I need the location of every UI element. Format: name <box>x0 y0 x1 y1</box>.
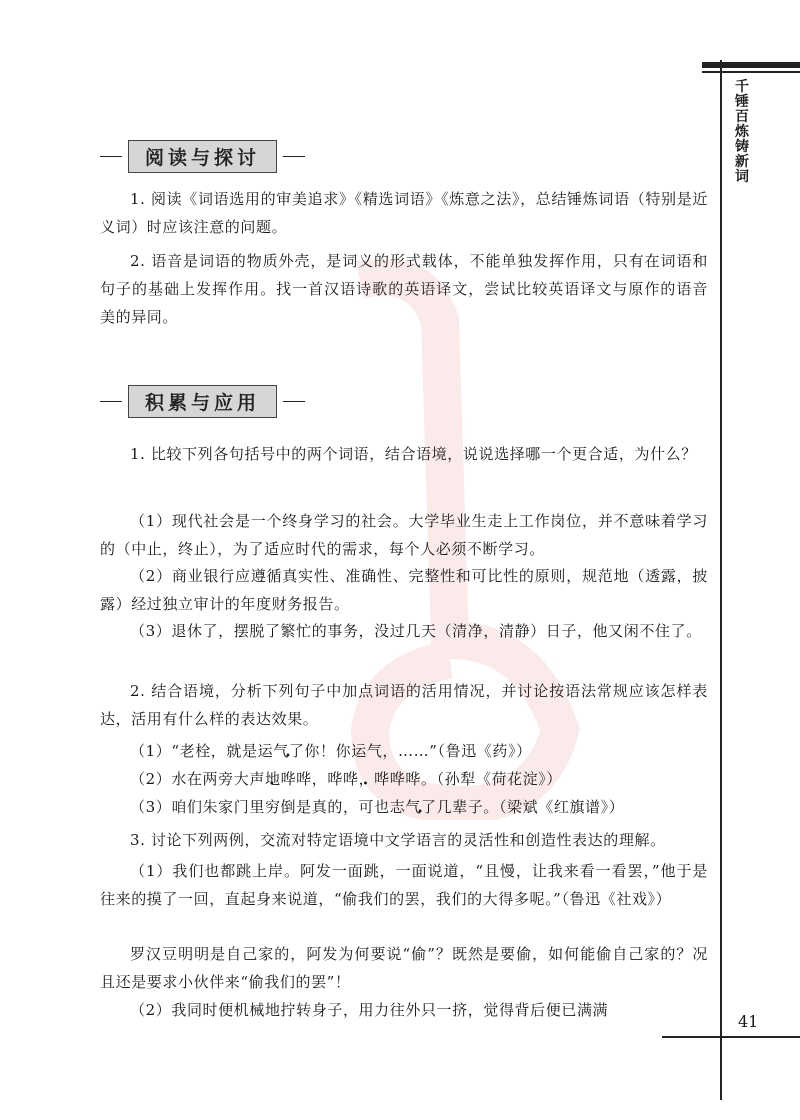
chapter-side-label: 千锤百炼铸新词 <box>735 79 749 185</box>
q1-item-1: （1）现代社会是一个终身学习的社会。大学毕业生走上工作岗位，并不意味着学习的（中止，终止），为了适应时代的需求，每个人必须不断学习。 <box>100 512 708 558</box>
q2-item-2-post: 。（孙犁《荷花淀》） <box>420 770 562 788</box>
q1-item-2: （2）商业银行应遵循真实性、准确性、完整性和可比性的原则，规范地（透露，披露）经过独立审计的年度财务报告。 <box>100 567 708 613</box>
header-dash <box>283 401 305 403</box>
q2-item-3 <box>100 793 708 821</box>
practice-question-2: 2. 结合语境，分析下列句子中加点词语的活用情况，并讨论按语法常规应该怎样表达，活用有什么样的表达效果。 <box>100 682 708 728</box>
practice-question-3: 3. 讨论下列两例，交流对特定语境中文学语言的灵活性和创造性表达的理解。 <box>130 831 666 849</box>
q2-item-1 <box>100 737 708 765</box>
header-tab-rule <box>702 71 800 73</box>
q2-item-3-post: 了几辈子。（梁斌《红旗谱》） <box>420 798 625 816</box>
header-tab-bar <box>702 62 800 68</box>
q3-item-2: （2）我同时便机械地拧转身子，用力往外只一挤，觉得背后便已满满 <box>130 1001 609 1019</box>
q2-item-1-post: 了你！你运气，……”（鲁迅《药》） <box>288 742 532 760</box>
q1-item-3: （3）退休了，摆脱了繁忙的事务，没过几天（清净，清静）日子，他又闲不住了。 <box>130 622 702 640</box>
q3-item-1-note: 罗汉豆明明是自己家的，阿发为何要说“偷”？既然是要偷，如何能偷自己家的？况且还是要求小伙伴来“偷我们的罢”！ <box>100 945 708 991</box>
reading-question-1: 1. 阅读《词语选用的审美追求》《精选词语》《炼意之法》，总结锤炼词语（特别是近义词）时应该注意的问题。 <box>100 190 708 236</box>
page-number: 41 <box>738 1012 759 1031</box>
q2-item-2-pre: （2）水在两旁大 <box>130 770 250 788</box>
header-dash <box>283 156 305 158</box>
side-divider-line <box>720 60 722 1100</box>
dotted-word: 哗哗，哗哗，哗哗哗 • <box>281 770 421 788</box>
practice-question-1: 1. 比较下列各句括号中的两个词语，结合语境，说说选择哪一个更合适，为什么？ <box>130 445 697 463</box>
section-header-practice <box>100 385 305 418</box>
q2-item-2-mid: 地 <box>264 770 281 788</box>
reading-question-2: 2. 语音是词语的物质外壳，是词义的形式载体，不能单独发挥作用，只有在词语和句子的基础上发挥作用。找一首汉语诗歌的英语译文，尝试比较英语译文与原作的语音美的异同。 <box>100 252 708 326</box>
section-title-practice: 积累与应用 <box>128 385 277 418</box>
q2-item-3-pre: （3）咱们朱家门里穷倒是真的，可也 <box>130 798 390 816</box>
q3-item-1: （1）我们也都跳上岸。阿发一面跳，一面说道，“且慢，让我来看一看罢，”他于是往来的摸了一回，直起身来说道，“偷我们的罢，我们的大得多呢。”（鲁迅《社戏》） <box>100 862 708 908</box>
dotted-word: 志气 <box>389 798 421 816</box>
header-dash <box>100 401 122 403</box>
q2-item-2 <box>100 765 708 793</box>
dotted-word: 声 <box>249 770 265 788</box>
section-title-reading: 阅读与探讨 <box>128 140 277 173</box>
q2-item-1-pre: （1）“老栓，就是 <box>130 742 258 760</box>
header-dash <box>100 156 122 158</box>
dotted-word: 运气 <box>257 742 289 760</box>
footer-rule <box>662 1036 800 1038</box>
section-header-reading <box>100 140 305 173</box>
